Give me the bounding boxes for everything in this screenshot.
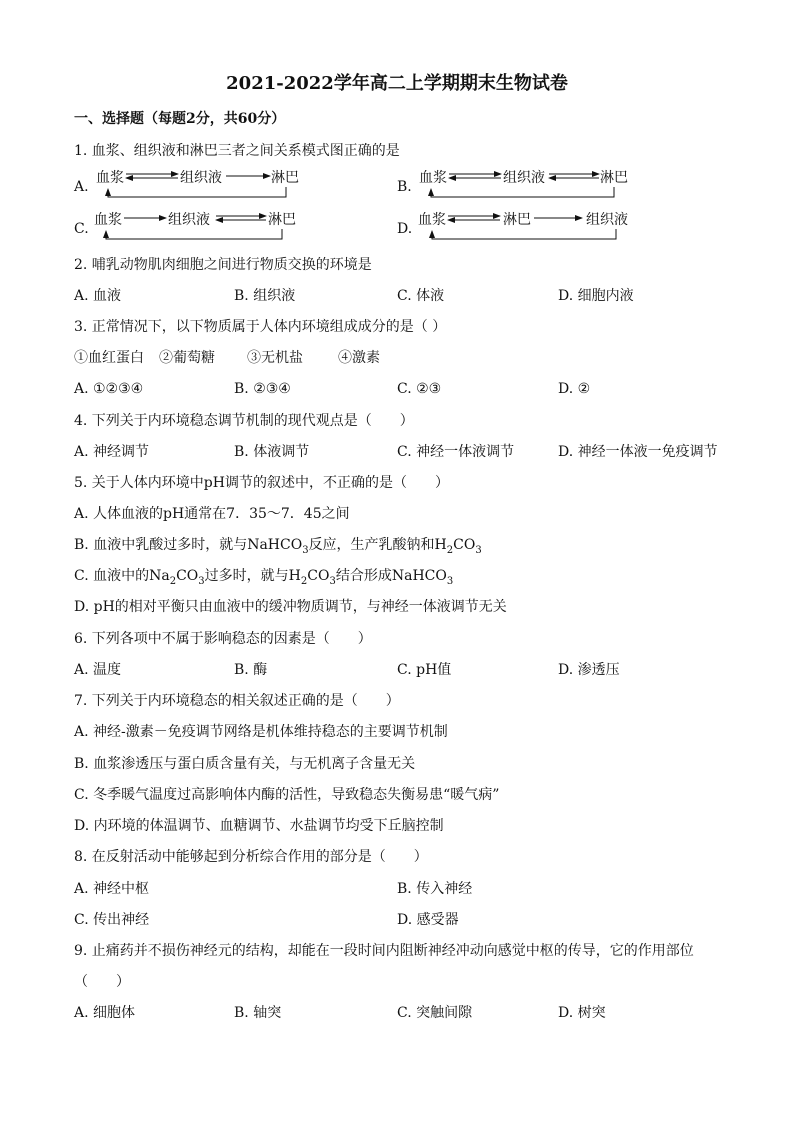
q3-item-4: ④激素 [338, 350, 380, 366]
q3-option-b: B. ②③④ [234, 381, 291, 397]
q1-c-arrows [94, 207, 304, 243]
q3-option-d: D. ② [558, 381, 591, 397]
q6-option-b: B. 酶 [234, 662, 268, 678]
q1-stem: 1. 血浆、组织液和淋巴三者之间关系模式图正确的是 [74, 143, 400, 159]
q7-option-a: A. 神经-激素－免疫调节网络是机体维持稳态的主要调节机制 [74, 724, 448, 740]
section-heading: 一、选择题（每题2分，共60分） [74, 111, 286, 127]
q4-stem: 4. 下列关于内环境稳态调节机制的现代观点是（ ） [74, 413, 414, 429]
q1-a-arrows [96, 165, 306, 201]
q1-a-plasma: 血浆 [96, 170, 124, 186]
q4-option-b: B. 体液调节 [234, 444, 310, 460]
q3-item-1: ①血红蛋白 [74, 350, 144, 366]
q5-stem: 5. 关于人体内环境中pH调节的叙述中，不正确的是（ ） [74, 475, 449, 491]
q1-c-label: C. [74, 221, 89, 237]
q1-d-lymph: 淋巴 [503, 212, 531, 228]
q9-stem: 9. 止痛药并不损伤神经元的结构，却能在一段时间内阻断神经冲动向感觉中枢的传导，它的作用部位 [74, 943, 694, 959]
q8-option-c: C. 传出神经 [74, 912, 150, 928]
q3-item-3: ③无机盐 [247, 350, 303, 366]
q6-option-d: D. 渗透压 [558, 662, 620, 678]
q2-option-a: A. 血液 [74, 288, 122, 304]
q1-d-label: D. [397, 221, 413, 237]
q5-option-a: A. 人体血液的pH通常在7．35～7．45之间 [74, 506, 350, 522]
q7-option-d: D. 内环境的体温调节、血糖调节、水盐调节均受下丘脑控制 [74, 818, 444, 834]
q5-option-b: B. 血液中乳酸过多时，就与NaHCO$_3$反应，生产乳酸钠和$H_2CO_3$ [74, 537, 482, 556]
q3-stem: 3. 正常情况下，以下物质属于人体内环境组成成分的是（ ） [74, 319, 447, 335]
q1-d-tissue-fluid: 组织液 [586, 212, 628, 228]
q1-a-tissue-fluid: 组织液 [180, 170, 222, 186]
q4-option-c: C. 神经一体液调节 [397, 444, 515, 460]
q2-option-b: B. 组织液 [234, 288, 296, 304]
q8-stem: 8. 在反射活动中能够起到分析综合作用的部分是（ ） [74, 849, 428, 865]
q4-option-d: D. 神经一体液一免疫调节 [558, 444, 718, 460]
q2-stem: 2. 哺乳动物肌肉细胞之间进行物质交换的环境是 [74, 257, 372, 273]
q1-a-label: A. [74, 179, 89, 195]
q7-option-b: B. 血浆渗透压与蛋白质含量有关，与无机离子含量无关 [74, 756, 416, 772]
q6-option-a: A. 温度 [74, 662, 122, 678]
q3-option-a: A. ①②③④ [74, 381, 144, 397]
q1-a-lymph: 淋巴 [271, 170, 299, 186]
q9-option-d: D. 树突 [558, 1005, 606, 1021]
q5-option-d: D. pH的相对平衡只由血液中的缓冲物质调节，与神经一体液调节无关 [74, 599, 507, 615]
q8-option-d: D. 感受器 [397, 912, 459, 928]
q7-option-c: C. 冬季暖气温度过高影响体内酶的活性，导致稳态失衡易患“暖气病” [74, 787, 500, 803]
q1-b-plasma: 血浆 [419, 170, 447, 186]
q9-option-a: A. 细胞体 [74, 1005, 136, 1021]
q1-c-plasma: 血浆 [94, 212, 122, 228]
q1-c-lymph: 淋巴 [268, 212, 296, 228]
q7-stem: 7. 下列关于内环境稳态的相关叙述正确的是（ ） [74, 693, 400, 709]
q2-option-d: D. 细胞内液 [558, 288, 634, 304]
q9-option-c: C. 突触间隙 [397, 1005, 473, 1021]
q3-option-c: C. ②③ [397, 381, 442, 397]
q5-option-c: C. 血液中的$Na_2CO_3$过多时，就与$H_2CO_3$结合形成NaHCO$_3$ [74, 568, 454, 587]
q2-option-c: C. 体液 [397, 288, 445, 304]
q8-option-a: A. 神经中枢 [74, 881, 150, 897]
q1-c-tissue-fluid: 组织液 [168, 212, 210, 228]
q1-b-label: B. [397, 179, 412, 195]
q9-stem-blank: （ ） [74, 974, 130, 990]
page-title: 2021-2022学年高二上学期期末生物试卷 [226, 73, 568, 94]
q9-option-b: B. 轴突 [234, 1005, 282, 1021]
q6-stem: 6. 下列各项中不属于影响稳态的因素是（ ） [74, 631, 372, 647]
q1-d-plasma: 血浆 [418, 212, 446, 228]
q4-option-a: A. 神经调节 [74, 444, 150, 460]
q6-option-c: C. pH值 [397, 662, 452, 678]
q1-b-lymph: 淋巴 [600, 170, 628, 186]
q1-b-tissue-fluid: 组织液 [503, 170, 545, 186]
q8-option-b: B. 传入神经 [397, 881, 473, 897]
q1-b-arrows [419, 165, 634, 201]
q3-item-2: ②葡萄糖 [159, 350, 215, 366]
q1-d-arrows [418, 207, 638, 243]
